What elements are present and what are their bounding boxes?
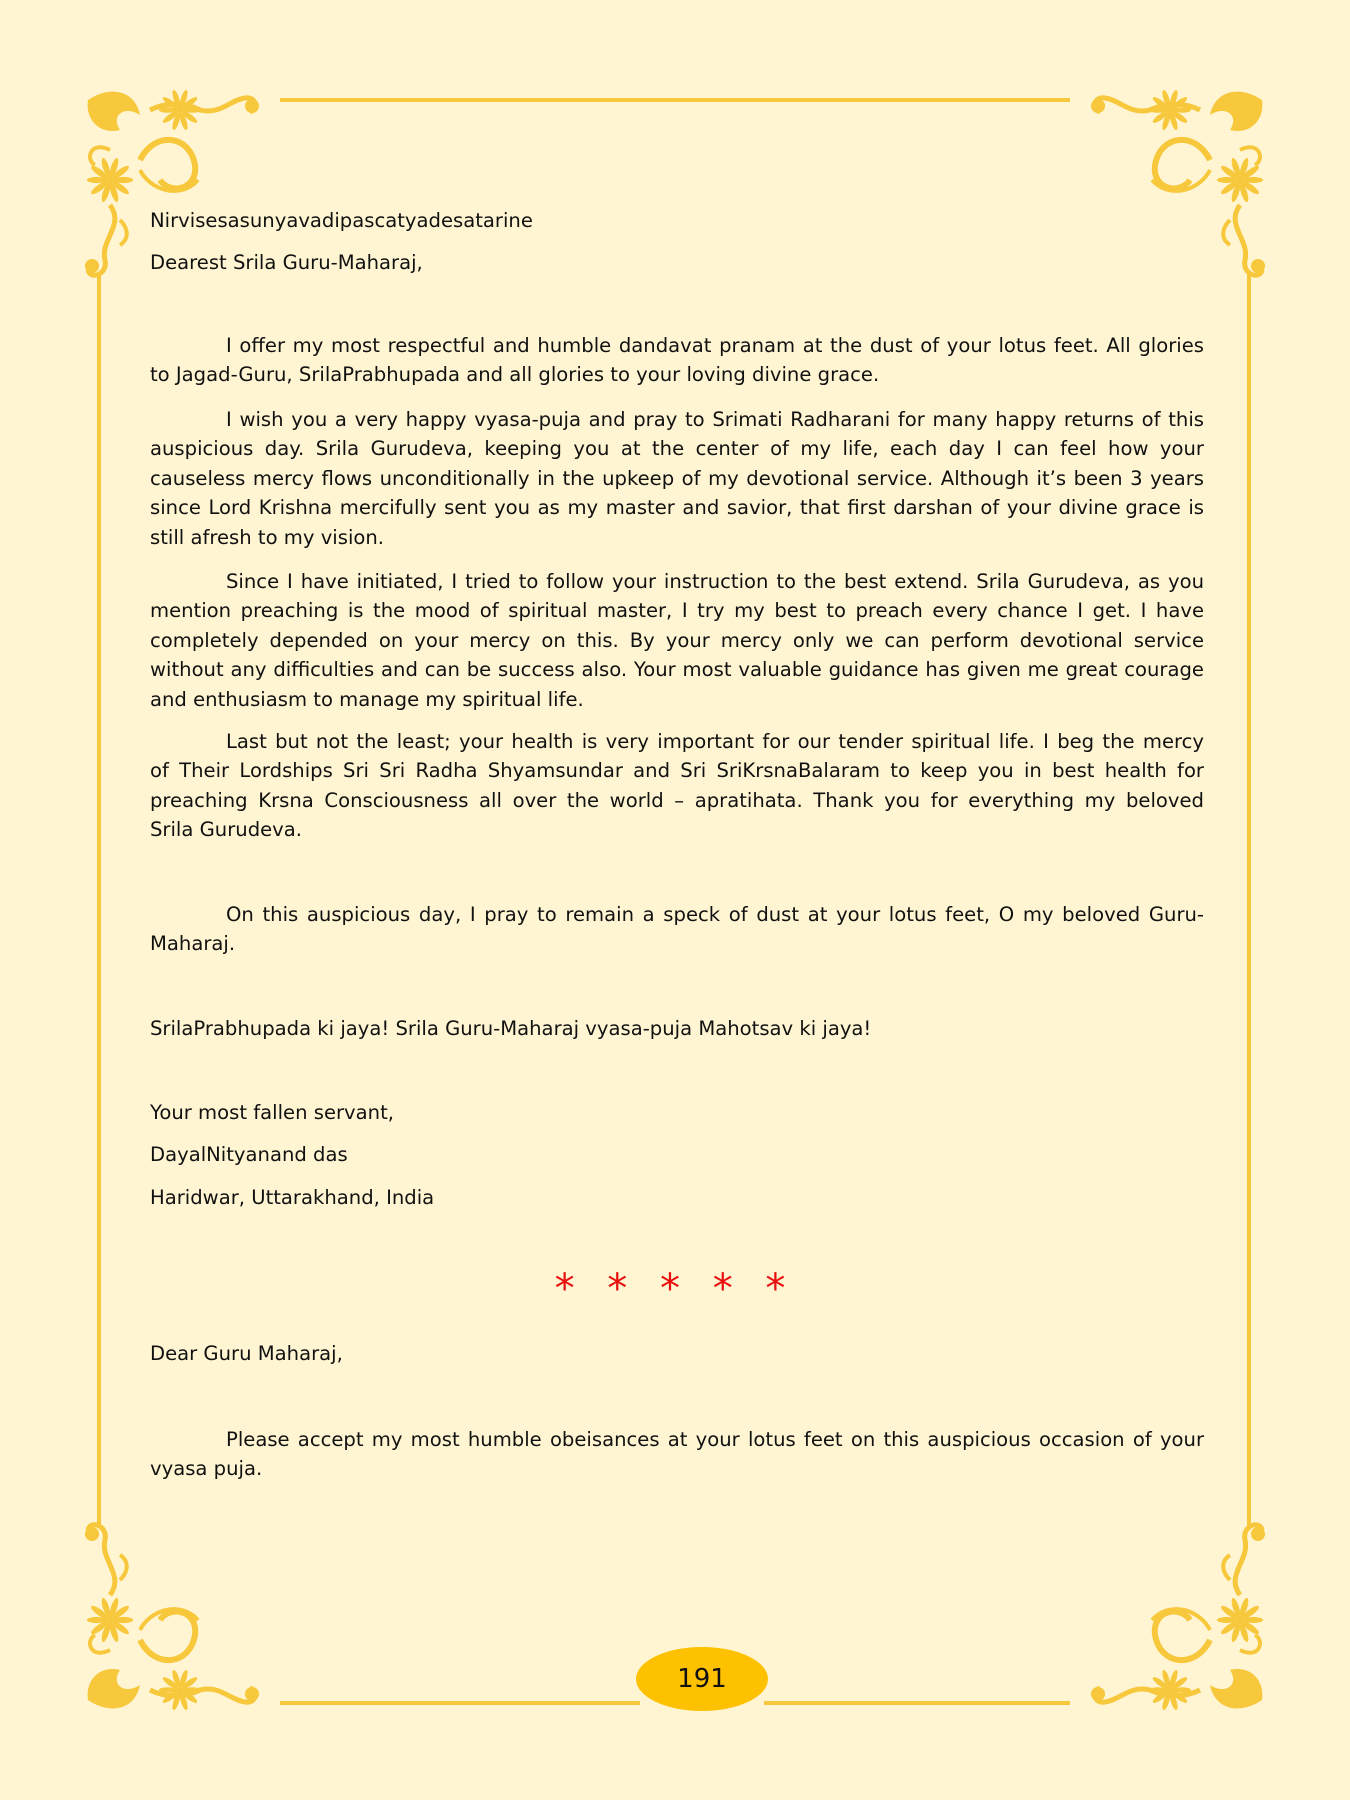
text-line: mention preaching is the mood of spiritual master, I try my best to preach every chance I get. I have [150,599,1204,623]
text-line: causeless mercy flows unconditionally in the upkeep of my devotional service. Although it’s been 3 years [150,466,1204,490]
paragraph [150,1425,1204,1484]
corner-ornament-bottom-left [80,1520,280,1720]
text-line: vyasa puja. [150,1457,263,1481]
text-line: Since I have initiated, I tried to follow your instruction to the best extend. Srila Gurudeva, as you [226,570,1204,593]
paragraph [150,405,1204,552]
invocation: Nirvisesasunyavadipascatyadesatarine [150,209,533,232]
text-line: Maharaj. [150,932,236,956]
floral-ornament-icon [1070,1520,1270,1720]
text-line: I wish you a very happy vyasa-puja and pray to Srimati Radharani for many happy returns of this [226,408,1204,431]
border-bottom-right [764,1701,1070,1705]
text-line: Last but not the least; your health is very important for our tender spiritual life. I beg the mercy [226,730,1204,753]
text-line: completely depended on your mercy on this. By your mercy only we can perform devotional service [150,628,1204,652]
border-top [280,98,1070,102]
paragraph [150,727,1204,845]
text-line: Srila Gurudeva. [150,818,303,842]
paragraph [150,900,1204,959]
text-line: On this auspicious day, I pray to remain a speck of dust at your lotus feet, O my beloved Guru- [226,903,1204,926]
text-line: to Jagad-Guru, SrilaPrabhupada and all glories to your loving divine grace. [150,363,880,387]
closing: Your most fallen servant, [150,1101,394,1124]
jaya-line: SrilaPrabhupada ki jaya! Srila Guru-Maharaj vyasa-puja Mahotsav ki jaya! [150,1017,872,1040]
location: Haridwar, Uttarakhand, India [150,1186,435,1209]
text-line: I offer my most respectful and humble dandavat pranam at the dust of your lotus feet. All glories [226,334,1204,357]
text-line: of Their Lordships Sri Sri Radha Shyamsundar and Sri SriKrsnaBalaram to keep you in best health for [150,759,1204,783]
separator-stars: * * * * * [554,1266,796,1312]
salutation-2: Dear Guru Maharaj, [150,1342,343,1365]
text-line: auspicious day. Srila Gurudeva, keeping you at the center of my life, each day I can feel how your [150,437,1204,461]
border-right [1247,275,1251,1525]
page-number: 191 [677,1664,727,1694]
text-line: since Lord Krishna mercifully sent you as my master and savior, that first darshan of your divine grace is [150,496,1204,520]
text-line: preaching Krsna Consciousness all over the world – apratihata. Thank you for everything my beloved [150,788,1204,812]
text-line: and enthusiasm to manage my spiritual life. [150,687,584,711]
border-left [97,275,101,1525]
text-line: still afresh to my vision. [150,525,385,549]
corner-ornament-bottom-right [1070,1520,1270,1720]
floral-ornament-icon [80,1520,280,1720]
paragraph [150,331,1204,390]
border-bottom-left [280,1701,640,1705]
signature: DayalNityanand das [150,1143,348,1166]
salutation: Dearest Srila Guru-Maharaj, [150,251,423,274]
text-line: Please accept my most humble obeisances at your lotus feet on this auspicious occasion of your [226,1428,1204,1451]
page-number-badge [636,1647,768,1711]
text-line: without any difficulties and can be success also. Your most valuable guidance has given me great courage [150,658,1204,682]
paragraph [150,567,1204,714]
